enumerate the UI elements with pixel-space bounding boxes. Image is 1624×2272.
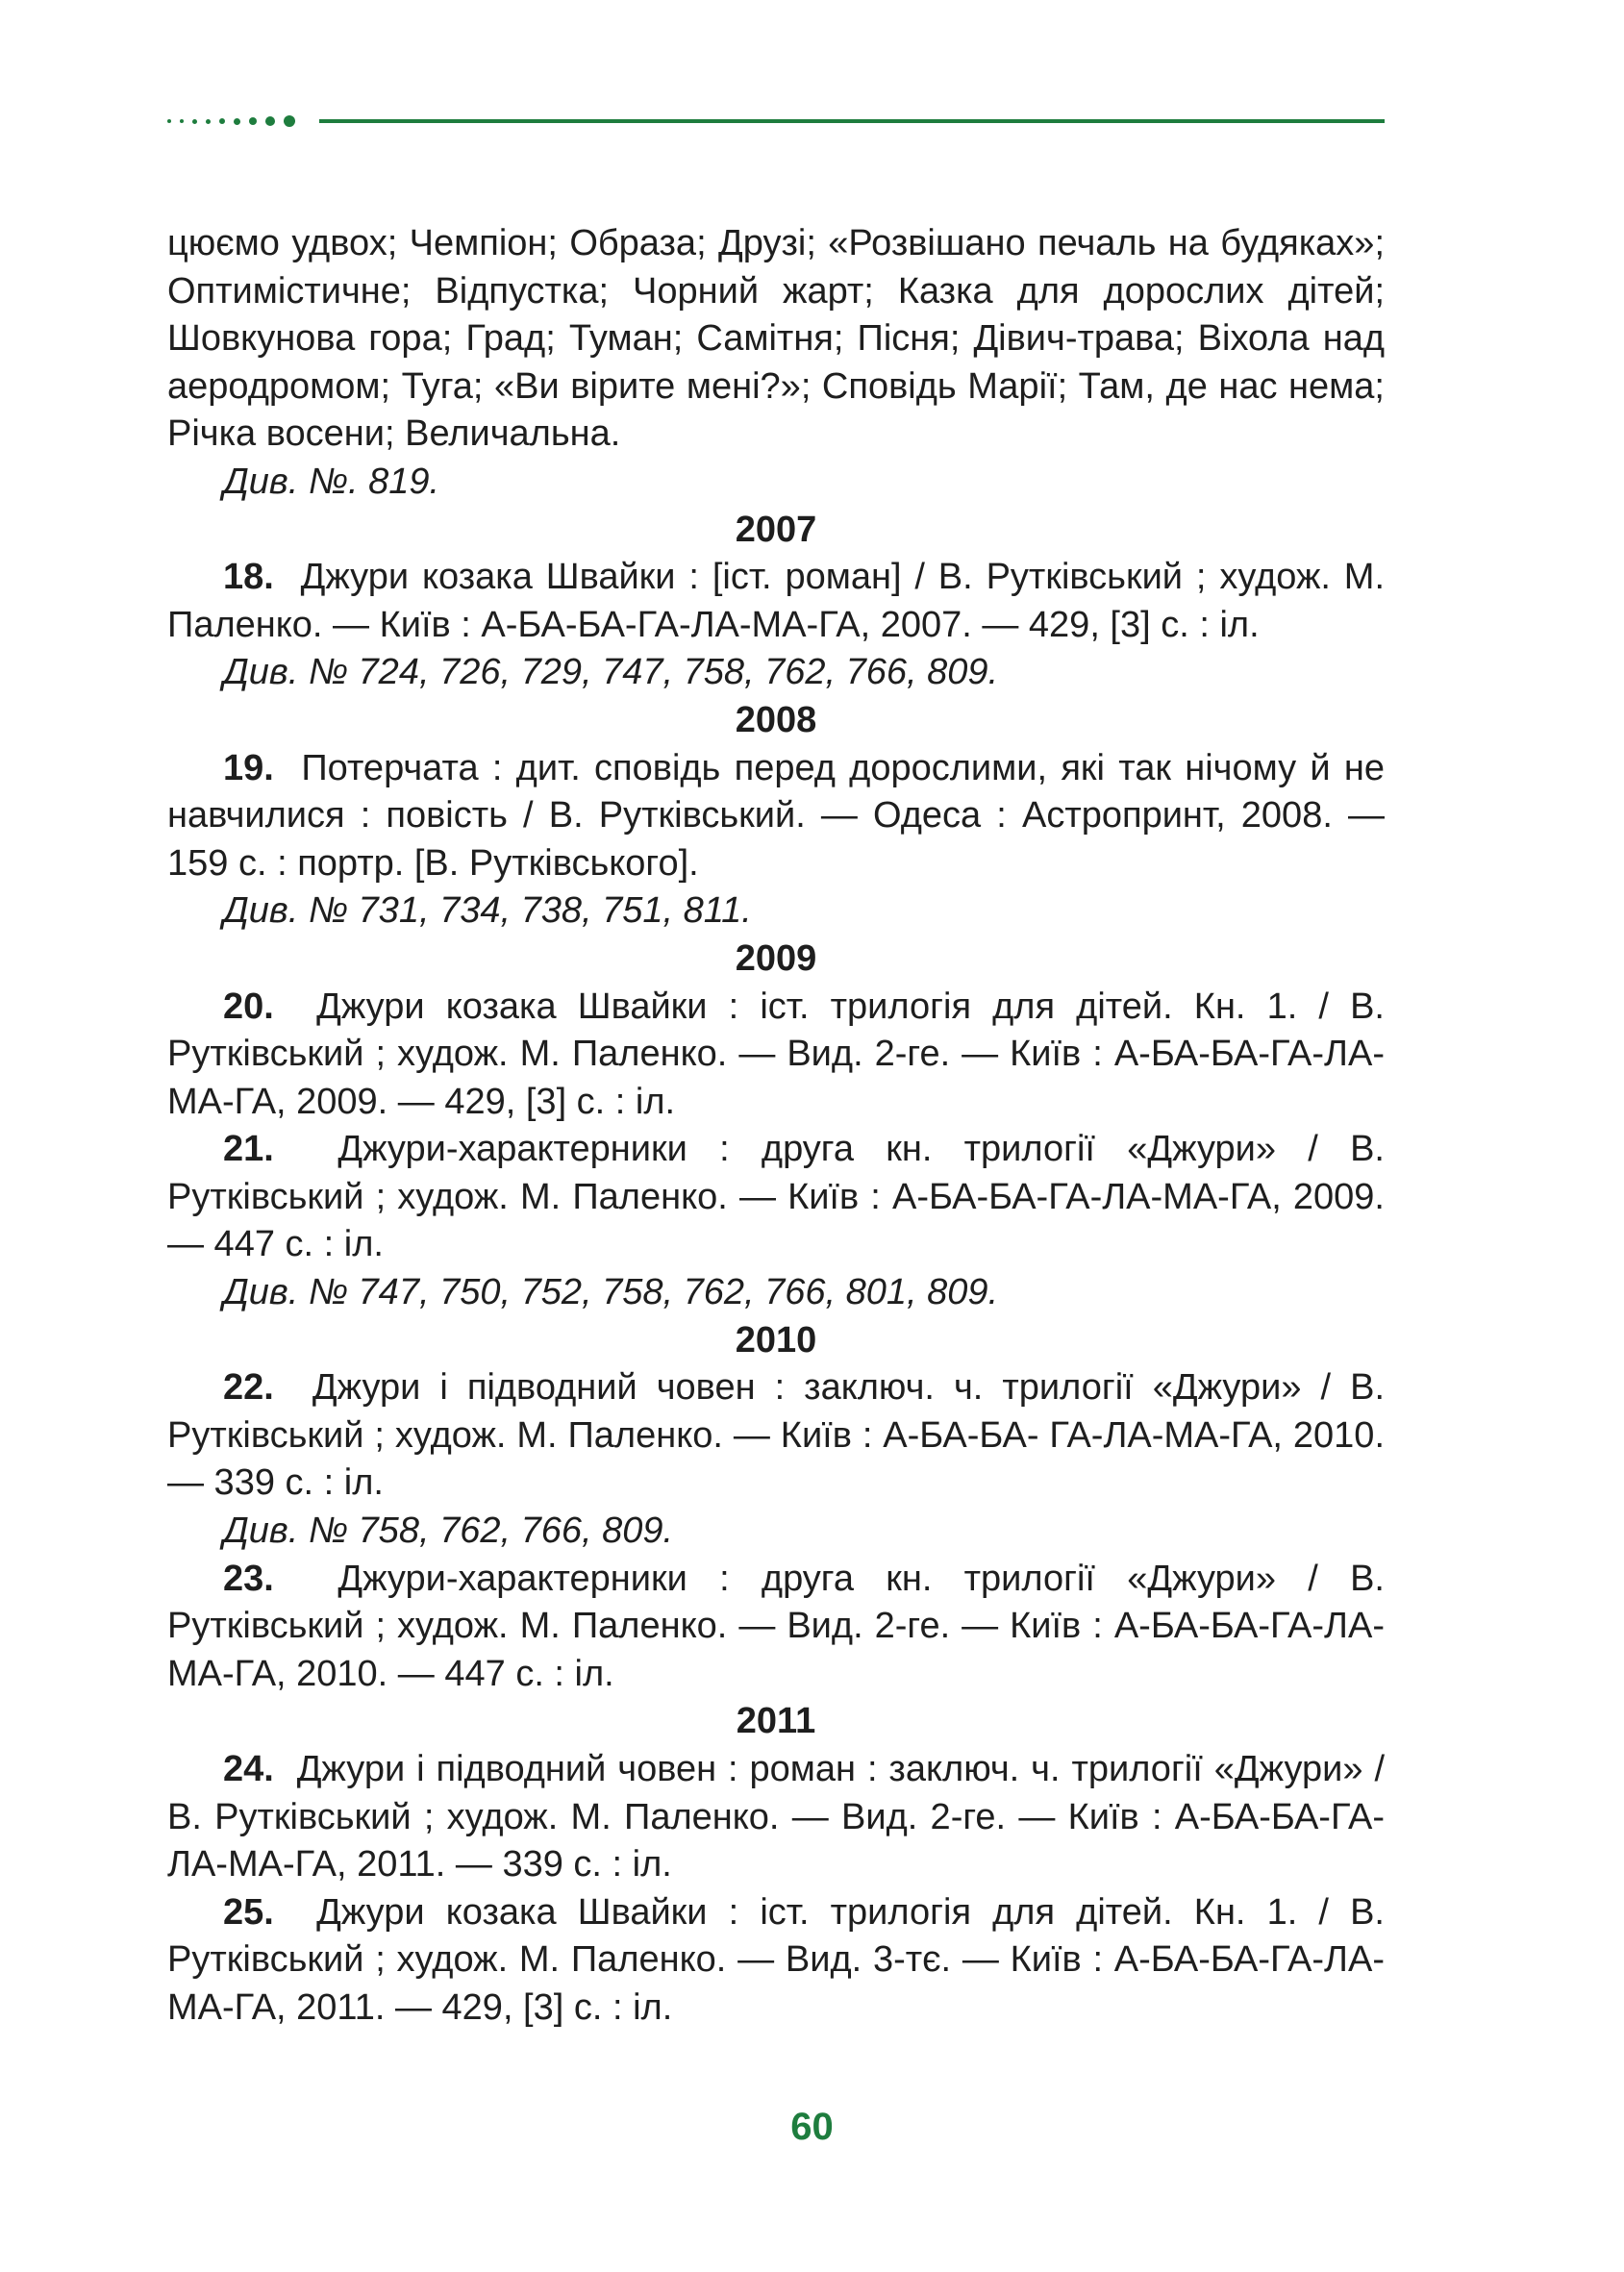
bibliography-entry: [167, 1364, 1385, 1508]
year-heading: 2011: [736, 1701, 816, 1742]
entry-number: 22.: [223, 1367, 274, 1409]
year-heading: 2010: [735, 1319, 817, 1361]
entry-number: 25.: [223, 1891, 274, 1933]
entry-text: Джури-характерники : друга кн. трилогії «Джури» / В. Рутківський ; худож. М. Паленко. — Київ : А-БА-БА-ГА-ЛА-МА-ГА, 2009. — 447 с. : іл.: [167, 1129, 1385, 1265]
bibliography-entry: [167, 745, 1385, 888]
bibliography-entry: [167, 554, 1385, 649]
entry-see-also: Див. № 758, 762, 766, 809.: [223, 1511, 674, 1552]
bibliography-entry: [167, 1889, 1385, 2033]
header-rule: [167, 114, 1385, 128]
entry-text: Джури козака Швайки : іст. трилогія для дітей. Кн. 1. / В. Рутківський ; худож. М. Паленко. — Вид. 3-тє. — Київ : А-БА-БА-ГА-ЛА-МА-ГА, 2011. — 429, [3] с. : іл.: [167, 1891, 1385, 2028]
entry-see-also: Див. № 724, 726, 729, 747, 758, 762, 766, 809.: [223, 652, 999, 693]
bibliography-entry: [167, 1126, 1385, 1269]
header-line: [319, 119, 1385, 123]
header-dot: [219, 118, 225, 124]
bibliography-entry: [167, 1556, 1385, 1699]
bibliography-entry: [167, 984, 1385, 1127]
header-dots: [167, 114, 304, 128]
header-dot: [249, 117, 257, 125]
entry-number: 24.: [223, 1749, 274, 1789]
entry-number: 19.: [223, 747, 274, 788]
bibliography-content: [167, 220, 1385, 2033]
header-dot: [265, 116, 275, 126]
entry-text: Джури козака Швайки : іст. трилогія для дітей. Кн. 1. / В. Рутківський ; худож. М. Паленко. — Вид. 2-ге. — Київ : А-БА-БА-ГА-ЛА-МА-ГА, 2009. — 429, [3] с. : іл.: [167, 986, 1385, 1122]
year-heading: 2007: [735, 509, 817, 550]
year-heading: 2009: [735, 937, 817, 979]
entry-see-also: Див. № 731, 734, 738, 751, 811.: [223, 890, 752, 932]
header-dot: [167, 119, 171, 123]
page-number: 60: [790, 2106, 834, 2148]
entry-number: 21.: [223, 1129, 274, 1170]
header-dot: [192, 119, 197, 124]
entry-number: 20.: [223, 986, 274, 1027]
entry-text: Джури і підводний човен : заключ. ч. трилогії «Джури» / В. Рутківський ; худож. М. Паленко. — Київ : А-БА-БА- ГА-ЛА-МА-ГА, 2010. — 339 с. : іл.: [167, 1367, 1385, 1504]
entry-text: Джури-характерники : друга кн. трилогії «Джури» / В. Рутківський ; худож. М. Паленко. — Вид. 2-ге. — Київ : А-БА-БА-ГА-ЛА-МА-ГА, 2010. — 447 с. : іл.: [167, 1558, 1385, 1694]
header-dot: [206, 119, 211, 124]
entry-number: 23.: [223, 1558, 274, 1599]
intro-text: цюємо удвох; Чемпіон; Образа; Друзі; «Розвішано печаль на будяках»; Оптимістичне; Відпустка; Чорний жарт; Казка для дорослих дітей; Шовкунова гора; Град; Туман; Самітня; Пісня; Дівич-трава; Віхола над аеродромом; Туга; «Ви вірите мені?»; Сповідь Марії; Там, де нас нема; Річка восени; Величальна.: [167, 223, 1385, 455]
year-heading: 2008: [735, 699, 817, 740]
entry-text: Потерчата : дит. сповідь перед дорослими, які так нічому й не навчилися : повість / В. Рутківський. — Одеса : Астропринт, 2008. — 159 с. : портр. [В. Рутківського].: [167, 747, 1385, 884]
entry-see-also: Див. № 747, 750, 752, 758, 762, 766, 801, 809.: [223, 1272, 999, 1313]
header-dot: [284, 115, 295, 127]
header-dot: [180, 119, 184, 123]
header-dot: [234, 118, 240, 125]
entry-text: Джури і підводний човен : роман : заключ. ч. трилогії «Джури» / В. Рутківський ; худож. М. Паленко. — Вид. 2-ге. — Київ : А-БА-БА-ГА-ЛА-МА-ГА, 2011. — 339 с. : іл.: [167, 1749, 1385, 1885]
intro-see-also: Див. №. 819.: [223, 461, 440, 502]
entry-text: Джури козака Швайки : [іст. роман] / В. Рутківський ; худож. М. Паленко. — Київ : А-БА-БА-ГА-ЛА-МА-ГА, 2007. — 429, [3] с. : іл.: [167, 557, 1386, 645]
bibliography-entry: [167, 1746, 1385, 1889]
entry-number: 18.: [223, 557, 274, 598]
